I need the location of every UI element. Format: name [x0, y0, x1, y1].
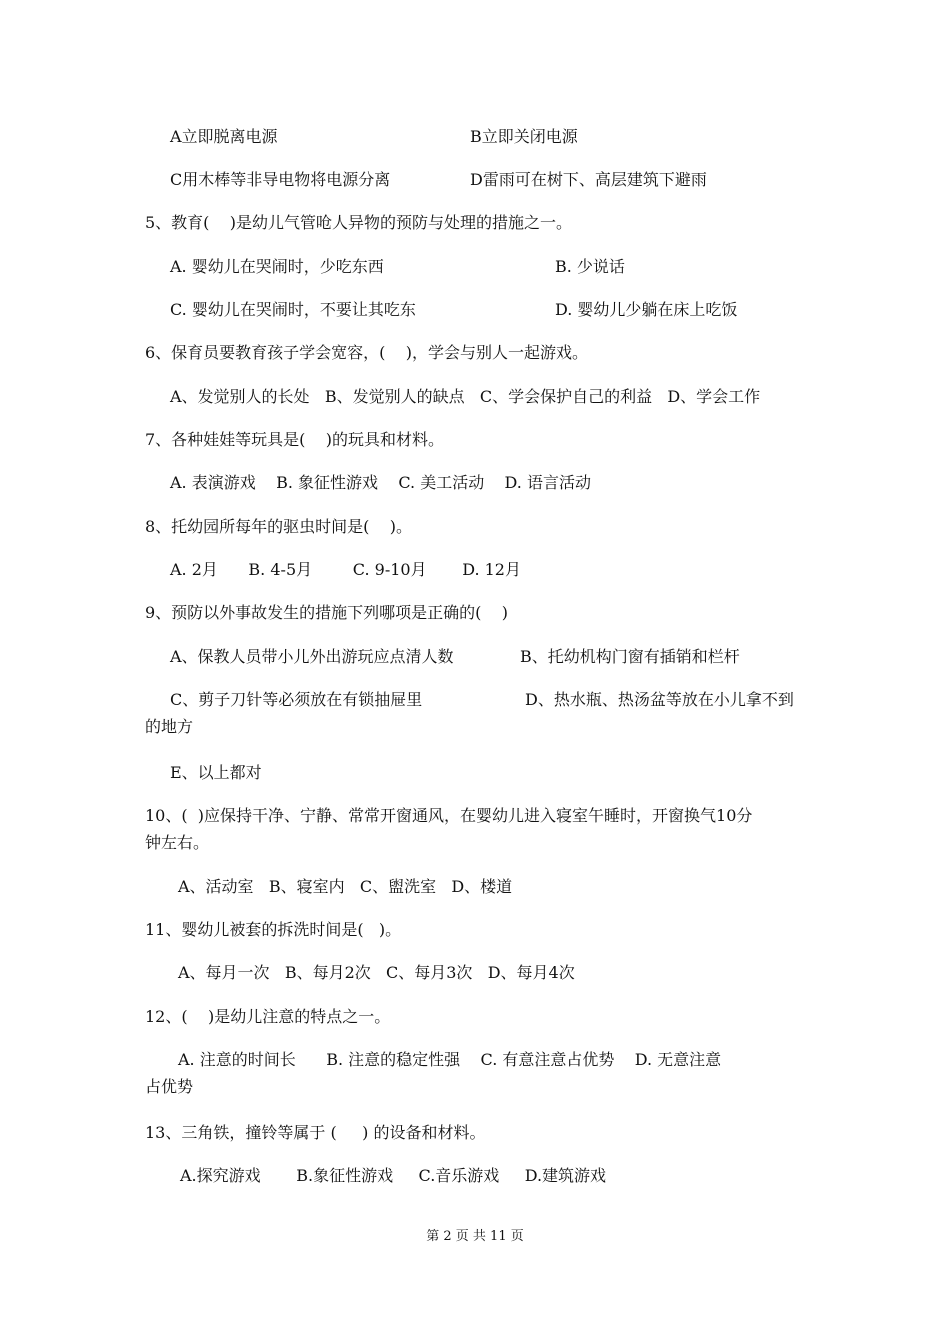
question-5-option-b: B. 少说话: [555, 257, 625, 276]
question-5-option-c: C. 婴幼儿在哭闹时，不要让其吃东: [170, 300, 416, 319]
question-5: 5、教育( )是幼儿气管呛人异物的预防与处理的措施之一。: [145, 213, 573, 232]
question-6-options: A、发觉别人的长处 B、发觉别人的缺点 C、学会保护自己的利益 D、学会工作: [170, 387, 761, 406]
question-5-option-a: A. 婴幼儿在哭闹时，少吃东西: [170, 257, 384, 276]
option-c: C用木棒等非导电物将电源分离: [170, 170, 391, 189]
question-9: 9、预防以外事故发生的措施下列哪项是正确的( ): [145, 603, 509, 622]
page-footer: 第 2 页 共 11 页: [426, 1229, 524, 1244]
question-11-options: A、每月一次 B、每月2次 C、每月3次 D、每月4次: [178, 963, 575, 982]
question-7-options: A. 表演游戏 B. 象征性游戏 C. 美工活动 D. 语言活动: [170, 473, 591, 492]
question-12: 12、( )是幼儿注意的特点之一。: [145, 1007, 391, 1026]
question-7: 7、各种娃娃等玩具是( )的玩具和材料。: [145, 430, 445, 449]
question-8: 8、托幼园所每年的驱虫时间是( )。: [145, 517, 413, 536]
question-9-option-e: E、以上都对: [170, 763, 262, 782]
question-9-option-a: A、保教人员带小儿外出游玩应点清人数: [170, 647, 454, 666]
question-8-options: A. 2月 B. 4-5月 C. 9-10月 D. 12月: [170, 560, 521, 579]
question-6: 6、保育员要教育孩子学会宽容，( )，学会与别人一起游戏。: [145, 343, 589, 362]
question-10: 10、( )应保持干净、宁静、常常开窗通风，在婴幼儿进入寝室午睡时，开窗换气10分: [145, 806, 753, 825]
question-13: 13、三角铁，撞铃等属于 ( ) 的设备和材料。: [145, 1123, 486, 1142]
question-10-options: A、活动室 B、寝室内 C、盥洗室 D、楼道: [178, 877, 513, 896]
question-13-options: A.探究游戏 B.象征性游戏 C.音乐游戏 D.建筑游戏: [180, 1166, 607, 1185]
question-9-option-b: B、托幼机构门窗有插销和栏杆: [520, 647, 740, 666]
question-9-option-d: D、热水瓶、热汤盆等放在小儿拿不到: [525, 690, 794, 709]
option-b: B立即关闭电源: [470, 127, 578, 146]
question-10-continued: 钟左右。: [145, 833, 210, 852]
question-12-options: A. 注意的时间长 B. 注意的稳定性强 C. 有意注意占优势 D. 无意注意: [178, 1050, 722, 1069]
option-a: A立即脱离电源: [170, 127, 278, 146]
question-9-option-c: C、剪子刀针等必须放在有锁抽屉里: [170, 690, 423, 709]
question-12-options-continued: 占优势: [145, 1077, 194, 1096]
question-9-option-d-continued: 的地方: [145, 717, 194, 736]
question-11: 11、婴幼儿被套的拆洗时间是( )。: [145, 920, 402, 939]
question-5-option-d: D. 婴幼儿少躺在床上吃饭: [555, 300, 738, 319]
option-d: D雷雨可在树下、高层建筑下避雨: [470, 170, 707, 189]
